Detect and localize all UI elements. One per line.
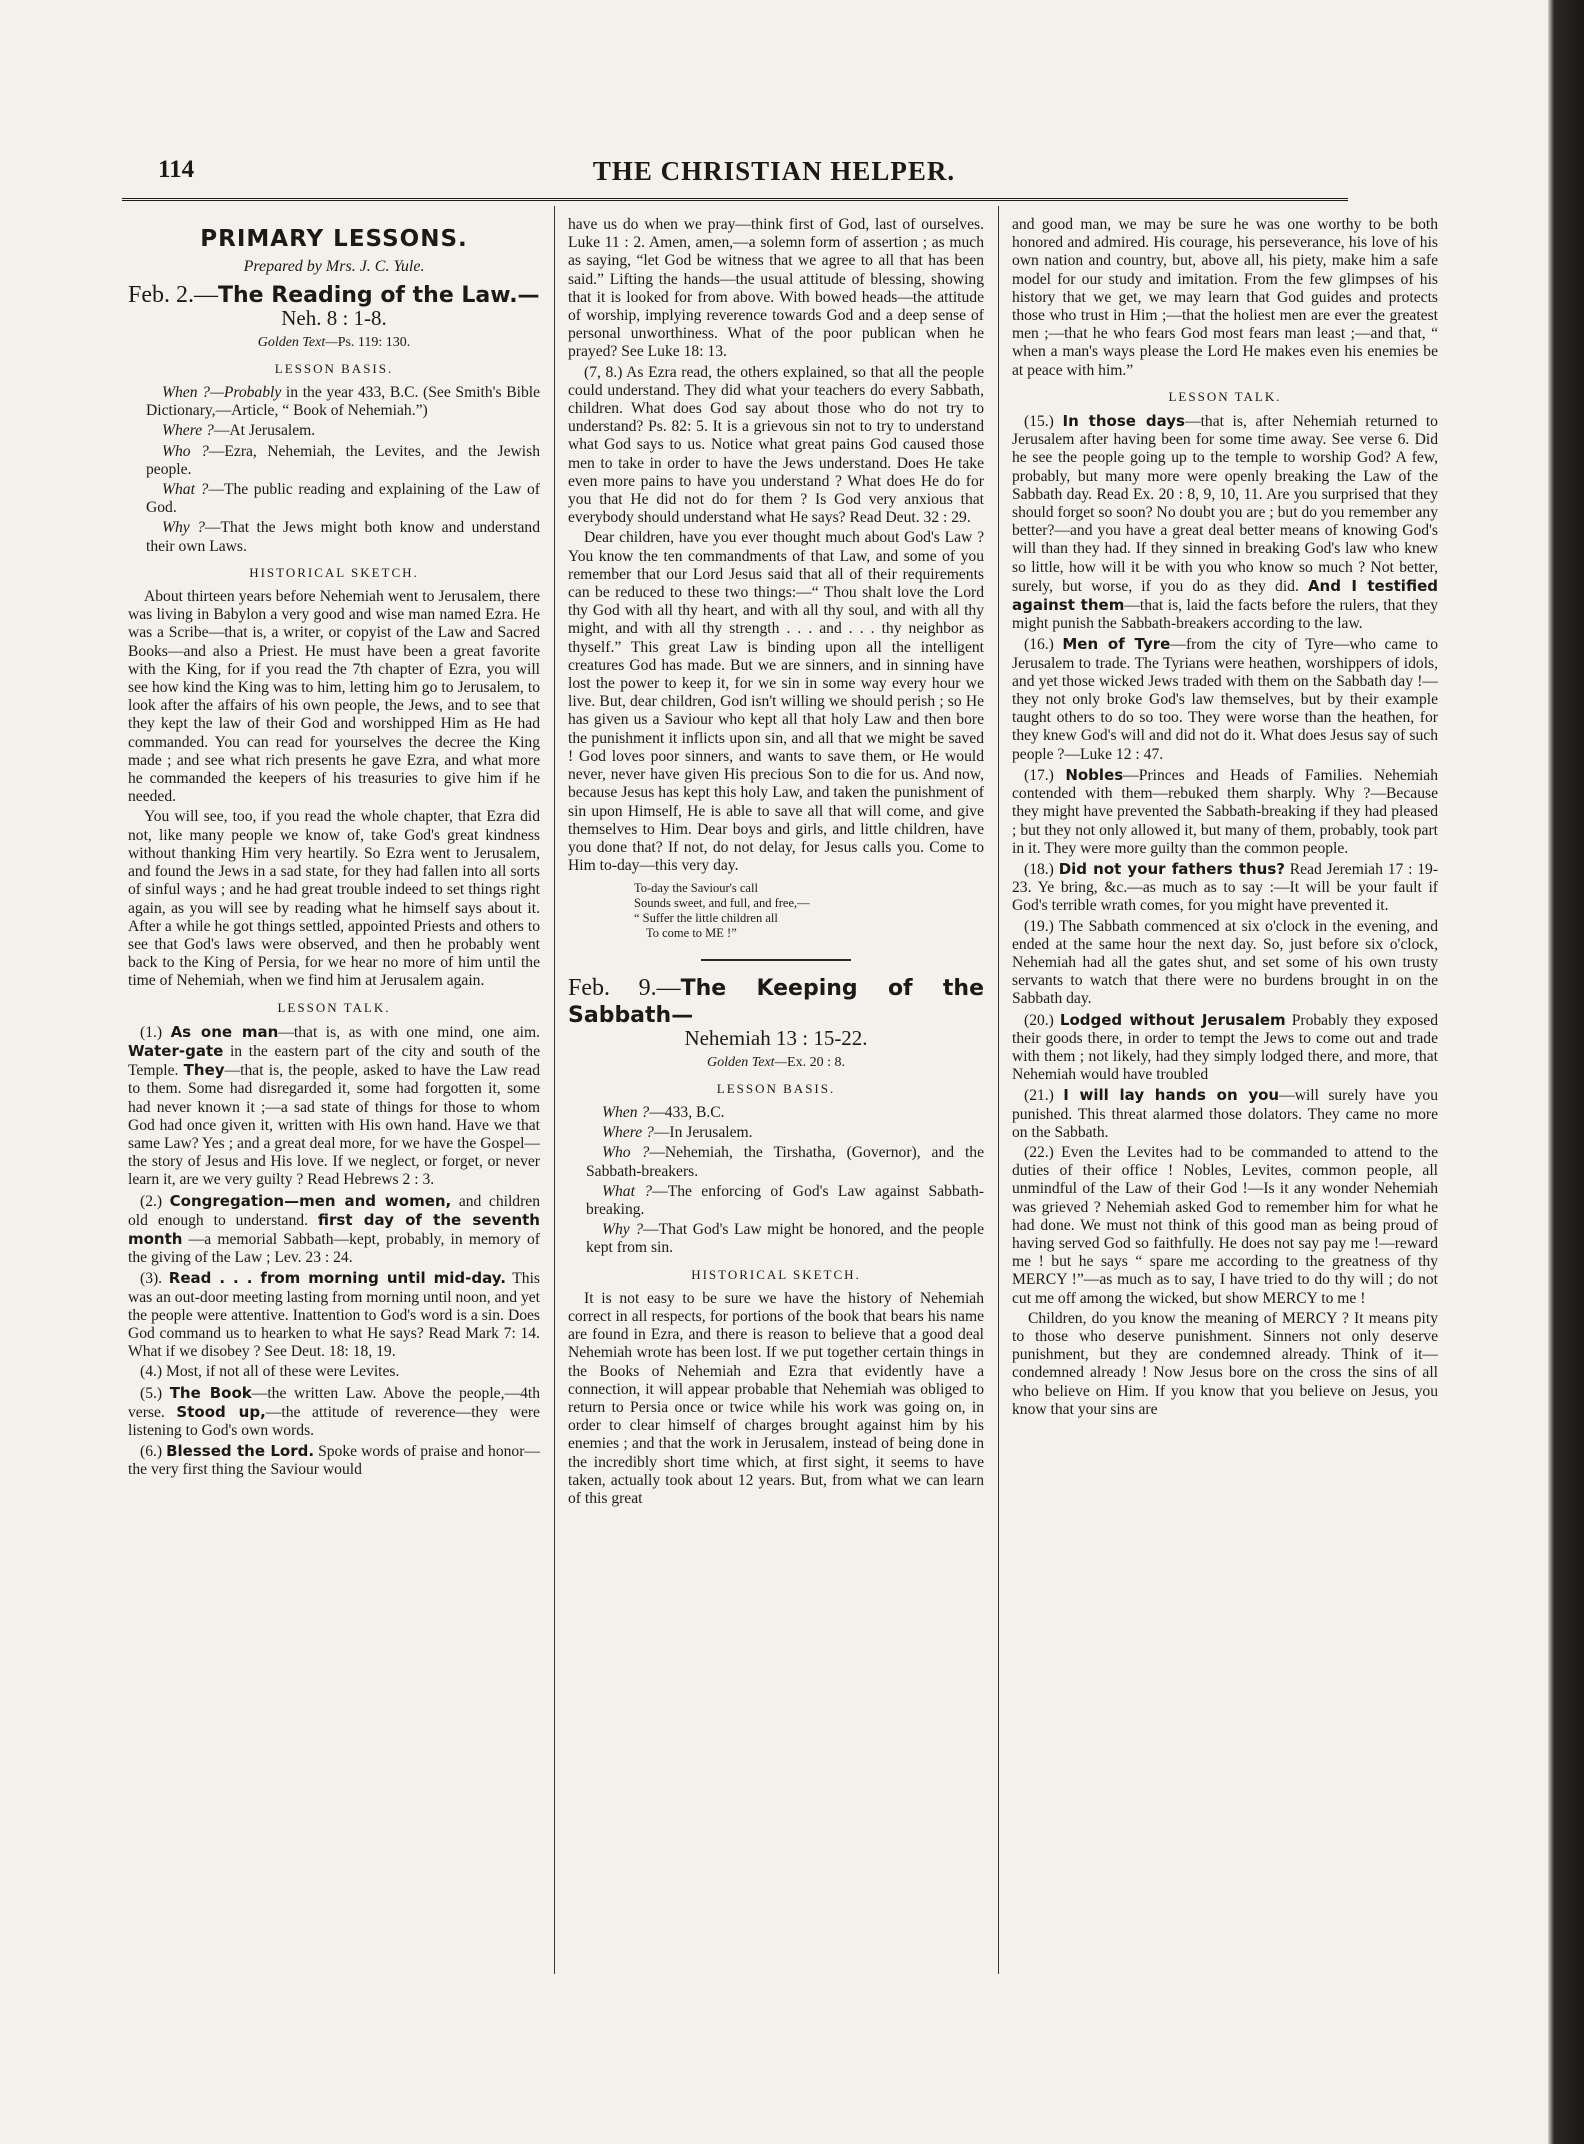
talk-paragraph [1012, 766, 1438, 858]
lesson-date: Feb. 9.— [568, 975, 681, 1002]
talk-paragraph [1012, 412, 1438, 633]
column-rule [554, 206, 555, 1974]
basis-item [128, 519, 540, 555]
basis-question: Who ? [602, 1144, 650, 1162]
keyword: Lodged without Jerusalem [1059, 1010, 1286, 1029]
talk-paragraph [1012, 1144, 1438, 1308]
basis-answer: in the year 433, B.C. (See Smith's Bible Dictionary,—Article, “ Book of Nehemiah.”) [146, 384, 540, 420]
basis-item [568, 1183, 984, 1219]
basis-item [568, 1144, 984, 1180]
basis-answer: —That God's Law might be honored, and the people kept from sin. [586, 1221, 984, 1257]
golden-text [128, 334, 540, 352]
basis-question: Why ? [602, 1221, 644, 1239]
talk-text: This was an out-door meeting lasting from morning until noon, and yet the people were attentive. Inattention to God's word is a sin. Does God command us to hearken to what He says? Read Mark 7: 14. What if we disobey ? See Deut. 18: 18, 19. [128, 1270, 540, 1361]
talk-paragraph [1012, 1086, 1438, 1142]
subheading: HISTORICAL SKETCH. [249, 564, 419, 580]
talk-text: and children old enough to understand. [128, 1192, 540, 1229]
prepared-by: Prepared by Mrs. J. C. Yule. [243, 258, 425, 276]
basis-question: Where ? [602, 1124, 654, 1142]
poem-line: Sounds sweet, and full, and free,— [634, 896, 810, 911]
talk-text: (19.) [1024, 917, 1059, 935]
talk-text: —that is, the people, asked to have the Law read to them. Some had disregarded it, some had forgotten it, some had never known it ;—a sad state of things for those to whom God had once given it, written with His own hand. Have we that same Law? Yes ; and a great deal more, for we have the Gospel—the story of Jesus and His love. If we neglect, or forget, or never learn it, are we very guilty ? Read Hebrews 2 : 3. [128, 1062, 540, 1189]
paragraph: About thirteen years before Nehemiah went to Jerusalem, there was living in Babylon a very good and wise man named Ezra. He was a Scribe—that is, a writer, or copyist of the Law and Sacred Books—and also a Priest. He must have been a great favorite with the King, for if you read the 7th chapter of Ezra, you will see how kind the King was to him, letting him go to Jerusalem, to look after the affairs of his own people, the Jews, and to see that they kept the law of their God and worshipped Him as He had commanded. You can read for yourselves the decree the King made ; and see what rich presents he gave Ezra, and what more he commanded the keepers of his treasuries to give him if he needed. [128, 588, 540, 806]
keyword: Men of Tyre [1062, 635, 1171, 654]
basis-question: Where ? [162, 422, 214, 440]
talk-text: —a memorial Sabbath—kept, probably, in memory of the giving of the Law ; Lev. 23 : 24. [128, 1230, 540, 1267]
talk-paragraph [1012, 635, 1438, 763]
keyword: Water-gate [128, 1041, 224, 1060]
talk-text: (15.) [1024, 413, 1063, 431]
basis-answer: —433, B.C. [649, 1103, 725, 1121]
talk-text: (2.) [140, 1192, 170, 1210]
keyword: As one man [170, 1022, 279, 1041]
basis-question: What ? [162, 481, 209, 499]
column-rule [998, 206, 999, 1974]
basis-answer: —Ezra, Nehemiah, the Levites, and the Jewish people. [146, 442, 540, 478]
talk-text: Most, if not all of these were Levites. [165, 1363, 400, 1381]
talk-text: —that is, laid the facts before the rulers, that they might punish the Sabbath-breakers according to the law. [1012, 597, 1438, 633]
talk-text: —that is, after Nehemiah returned to Jerusalem after having been for some time away. See verse 6. Did he see the people going up to the temple to worship God? A few, probably, but many more were openly breaking the Law of the Sabbath day. Read Ex. 20 : 8, 9, 10, 11. Are you surprised that they should forget so soon? No doubt you are ; but do you remember any better?—and you have a great deal better means of knowing God's will than they had. If they sinned in breaking God's law who knew so little, how will it be with you who know so much ? Not better, surely, but worse, if you do as they did. [1012, 413, 1438, 595]
paragraph: You will see, too, if you read the whole chapter, that Ezra did not, like many people we know of, take God's great kindness without thanking Him very heartily. So Ezra went to Jerusalem, and found the Jews in a sad state, for they had fallen into all sorts of sinful ways ; and he had great trouble indeed to set things right again, as you will see by reading what he himself says about it. After a while he got things settled, appointed Priests and others to see that God's laws were observed, and then he probably went back to the King of Persia, for we hear no more of him until the time of Nehemiah, when we find him at Jerusalem again. [128, 808, 540, 990]
basis-answer: —That the Jews might both know and understand their own Laws. [146, 519, 540, 555]
keyword: Blessed the Lord. [166, 1442, 315, 1461]
poem-line: To come to ME !” [646, 926, 737, 941]
basis-item [568, 1221, 984, 1257]
talk-text: (18.) [1024, 860, 1059, 878]
talk-paragraph [1012, 860, 1438, 916]
golden-label: Golden Text— [707, 1054, 788, 1070]
basis-item [128, 443, 540, 479]
poem-line: To-day the Saviour's call [634, 881, 758, 896]
keyword: They [183, 1061, 225, 1080]
golden-text [568, 1054, 984, 1072]
basis-question: When ?—Probably [162, 384, 282, 402]
keyword: Nobles [1065, 765, 1124, 784]
talk-text: Read Jeremiah 17 : 19-23. Ye bring, &c.—as much as to say :—It will be your fault if God's terrible wrath comes, for you might have prevented it. [1012, 860, 1438, 915]
paragraph: It is not easy to be sure we have the history of Nehemiah correct in all respects, for portions of the book that bears his name are found in Ezra, and there is reason to believe that a good deal Nehemiah wrote has been lost. If we put together certain things in the Books of Nehemiah and Ezra that evidently have a connection, it will appear probable that Nehemiah was obliged to return to Persia once or twice while his work was going on, in order to clear himself of charges brought against him by his enemies ; and that the work in Jerusalem, instead of being done in the incredibly short time which, at first sight, it seems to have taken, actually took about 12 years. But, from what we can learn of this great [568, 1289, 984, 1507]
poem-line: “ Suffer the little children all [634, 911, 778, 926]
talk-text: Even the Levites had to be commanded to attend to the duties of their office ! Nobles, Levites, common people, all unmindful of the Law of their God !—Is it any wonder Nehemiah was grieved ? Nehemiah asked God to remember him for what he had done. We must not think of this good man as being proud of having served God so faithfully. He does not say pay me !—reward me ! but he says “ spare me according to the greatness of thy MERCY !”—as much as to say, I have tried to do thy will ; do not cut me off among the wicked, but show MERCY to me ! [1012, 1143, 1438, 1307]
talk-paragraph [128, 1363, 540, 1381]
talk-text: Spoke words of praise and honor—the very first thing the Saviour would [128, 1443, 540, 1479]
basis-question: When ? [602, 1103, 650, 1121]
poem [568, 881, 984, 941]
talk-text: in the eastern part of the city and south of the Temple. [128, 1042, 540, 1080]
talk-paragraph [1012, 1011, 1438, 1085]
basis-question: Who ? [162, 442, 209, 460]
paragraph: Children, do you know the meaning of MERCY ? It means pity to those who deserve punishment. Sinners not only deserve punishment, but they are condemned already. Think of it—condemned already ! Now Jesus bore on the cross the sins of all who believe on Him. If you know that you believe on Jesus, you know that your sins are [1012, 1309, 1438, 1418]
talk-paragraph [128, 1023, 540, 1190]
keyword: first day of the seventh month [128, 1210, 540, 1248]
subheading: LESSON TALK. [277, 999, 391, 1015]
divider [701, 959, 851, 961]
talk-text: (3). [140, 1270, 169, 1288]
keyword: In those days [1062, 412, 1185, 431]
keyword: Did not your fathers thus? [1058, 859, 1285, 878]
basis-answer: —At Jerusalem. [213, 422, 316, 440]
talk-text: —Princes and Heads of Families. Nehemiah contended with them—rebuked them sharply. Why ?—Because they might have prevented the Sabbath-breaking if they had pleased ; but they not only allowed it, but many of them, probably, took part in it. They were more guilty than the common people. [1012, 766, 1438, 857]
header-rule [122, 198, 1348, 201]
talk-text: (21.) [1024, 1087, 1064, 1105]
talk-text: (5.) [140, 1384, 170, 1402]
keyword: And I testified against them [1012, 576, 1438, 615]
basis-answer: —The enforcing of God's Law against Sabbath-breaking. [586, 1182, 984, 1218]
talk-text: Probably they exposed their goods there, in order to tempt the Jews to come out and trade with them ; not likely, had they simply lodged there, and more, that Nehemiah would have troubled [1012, 1011, 1438, 1084]
golden-ref: Ps. 119: 130. [337, 334, 411, 350]
keyword: Read . . . from morning until mid-day. [168, 1269, 506, 1288]
lesson-basis [568, 1104, 984, 1258]
talk-text: —from the city of Tyre—who came to Jerusalem to trade. The Tyrians were heathen, worshippers of idols, and yet those wicked Jews traded with them on the Sabbath day !—they not only broke God's law themselves, but by their example taught others to do so too. They were worse than the heathen, for they knew God's will and did not do it. What does Jesus say of such people ?—Luke 12 : 47. [1012, 636, 1438, 763]
column-1 [128, 216, 540, 1482]
column-2 [568, 216, 984, 1510]
talk-paragraph [128, 1269, 540, 1361]
talk-text: —the written Law. Above the people,—4th verse. [128, 1384, 540, 1421]
keyword: Congregation—men and women, [169, 1191, 452, 1210]
column-3 [1012, 216, 1438, 1421]
talk-text: (4.) [140, 1363, 166, 1381]
talk-paragraph [128, 1442, 540, 1479]
lesson-date: Feb. 2.— [128, 282, 218, 309]
lesson-talk [128, 1023, 540, 1480]
lesson-talk [1012, 412, 1438, 1308]
talk-text: —that is, as with one mind, one aim. [278, 1023, 540, 1041]
subheading: LESSON TALK. [1168, 388, 1282, 404]
basis-question: Why ? [162, 519, 205, 537]
basis-item [128, 422, 540, 440]
section-title: PRIMARY LESSONS. [200, 226, 468, 252]
basis-answer: —The public reading and explaining of the Law of God. [146, 481, 540, 517]
subheading: LESSON BASIS. [274, 360, 394, 376]
basis-answer: —In Jerusalem. [653, 1124, 753, 1142]
talk-text: (6.) [140, 1443, 167, 1461]
basis-item [568, 1124, 984, 1142]
talk-paragraph [128, 1384, 540, 1441]
keyword: The Book [169, 1383, 252, 1402]
talk-text: —the attitude of reverence—they were listening to God's own words. [128, 1403, 540, 1439]
lesson-heading [128, 282, 540, 309]
golden-ref: Ex. 20 : 8. [787, 1054, 845, 1070]
talk-paragraph [1012, 918, 1438, 1009]
lesson-basis [128, 384, 540, 556]
paragraph: and good man, we may be sure he was one worthy to be both honored and admired. His courage, his perseverance, his love of his own nation and country, but, above all, his piety, make him a safe model for our study and imitation. From the few glimpses of his history that we get, we may learn that God guides and protects those who trust in Him ;—that the holiest men are ever the greatest men ;—that he who fears God most fears man least ;—and that, “ when a man's ways please the Lord He makes even his enemies be at peace with him.” [1012, 216, 1438, 379]
basis-item [128, 384, 540, 420]
keyword: I will lay hands on you [1063, 1086, 1280, 1105]
talk-text: (20.) [1024, 1011, 1060, 1029]
talk-text: (17.) [1024, 766, 1066, 784]
paragraph: Dear children, have you ever thought much about God's Law ? You know the ten commandments of that Law, and some of you remember that our Lord Jesus said that all of their requirements can be reduced to these two things:—“ Thou shalt love the Lord thy God with all thy heart, and with all thy soul, and with all thy might, and with all thy strength . . . and . . . thy neighbor as thyself.” This great Law is binding upon all the intelligent creatures God has made. But we are sinners, and in sinning have lost the power to keep it, for we sin in some way every hour we live. But, dear children, God isn't willing we should perish ; so He has given us a Saviour who kept all that holy Law and then bore the punishment it inflicts upon sin, and all that we might be saved ! God loves poor sinners, and wants to save them, or He would never, never have given His precious Son to die for us. And now, because Jesus has kept this holy Law, and taken the punishment of sin upon Himself, He is able to save all that will come, and give themselves to Him. Dear boys and girls, and little children, have you done that? If not, do not delay, for Jesus calls you. Come to Him to-day—this very day. [568, 529, 984, 875]
basis-question: What ? [602, 1182, 653, 1200]
talk-text: (1.) [140, 1023, 171, 1041]
paragraph: have us do when we pray—think first of God, last of ourselves. Luke 11 : 2. Amen, amen,—a solemn form of assertion ; as much as saying, “let God be witness that we agree to all that has been said.” Lifting the hands—the usual attitude of blessing, showing that it is looked for from above. With bowed heads—the attitude of worship, implying reverence towards God and a deep sense of personal unworthiness. What of the poor publican when he prayed? See Luke 18: 13. [568, 216, 984, 361]
basis-item [128, 481, 540, 517]
talk-paragraph [128, 1192, 540, 1268]
subheading: HISTORICAL SKETCH. [691, 1266, 861, 1282]
page-number: 114 [158, 156, 195, 183]
golden-label: Golden Text— [257, 334, 338, 350]
talk-text: The Sabbath commenced at six o'clock in the evening, and ended at the same hour the next day. So, just before six o'clock, Nehemiah had all the gates shut, and set some of his own trusty servants to watch that there were no burdens brought in on the Sabbath day. [1012, 917, 1438, 1008]
talk-text: (16.) [1024, 636, 1063, 654]
paragraph: (7, 8.) As Ezra read, the others explained, so that all the people could understand. They did what your teachers do every Sabbath, children. What does God say about those who do not try to understand? Ps. 82: 5. It is a grievous sin not to try to understand what God says to us. Notice what great pains God caused those men to take in order to have the Jews understand. Does He take even more pains to have you understand ? What does He do for you that He did not do for them ? Is God very anxious that everybody should understand what He says? Read Deut. 32 : 29. [568, 363, 984, 527]
talk-text: (22.) [1024, 1143, 1062, 1161]
talk-text: —will surely have you punished. This threat alarmed those dolators. They came no more on the Sabbath. [1012, 1087, 1438, 1141]
lesson-heading [568, 975, 984, 1029]
subheading: LESSON BASIS. [716, 1080, 836, 1096]
page-edge [1548, 0, 1584, 2144]
keyword: Stood up, [176, 1402, 266, 1421]
basis-answer: —Nehemiah, the Tirshatha, (Governor), and the Sabbath-breakers. [586, 1144, 984, 1180]
running-title: THE CHRISTIAN HELPER. [592, 156, 956, 186]
lesson-reference: Nehemiah 13 : 15-22. [684, 1026, 868, 1051]
lesson-reference: Neh. 8 : 1-8. [281, 306, 387, 331]
basis-item [568, 1104, 984, 1122]
lesson-title: The Keeping of the Sabbath— [568, 976, 984, 1029]
lesson-title: The Reading of the Law.— [218, 283, 540, 309]
